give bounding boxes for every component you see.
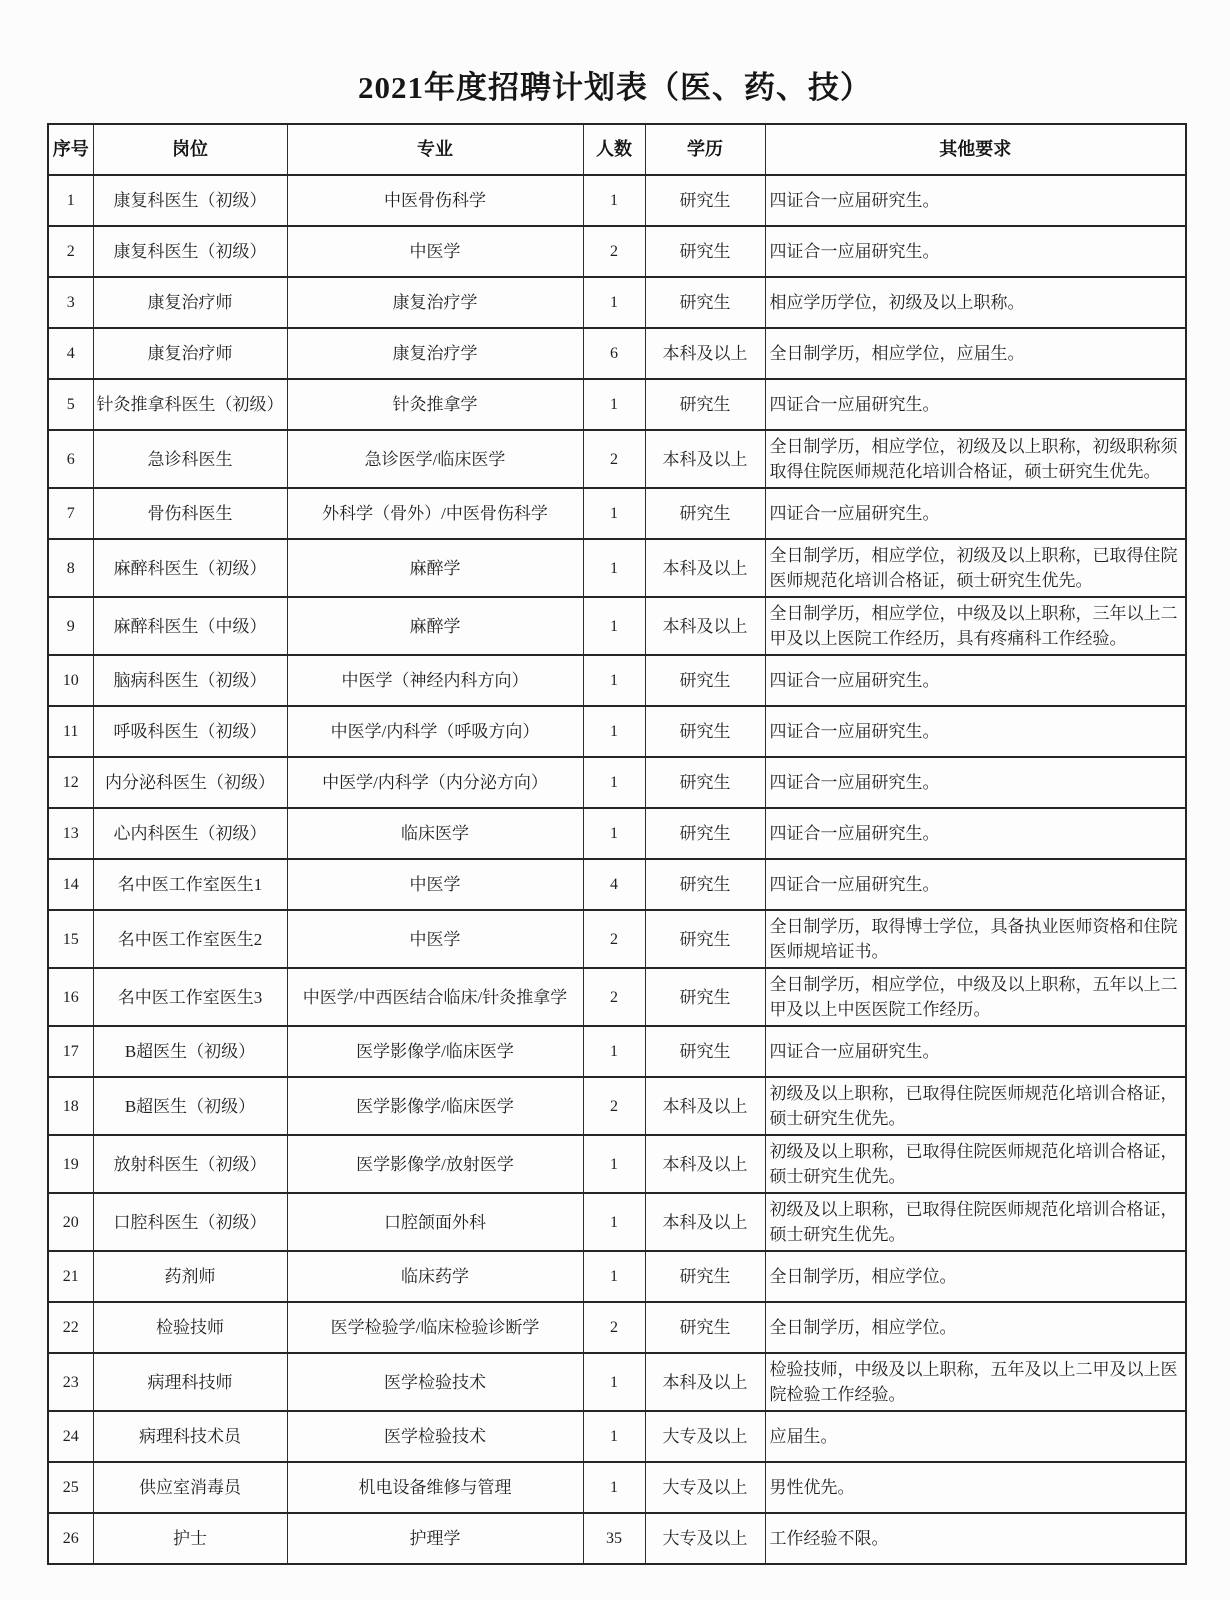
cell-education: 本科及以上: [645, 1135, 765, 1193]
cell-major: 临床药学: [287, 1251, 583, 1302]
cell-major: 中医学/中西医结合临床/针灸推拿学: [287, 968, 583, 1026]
cell-requirements: 四证合一应届研究生。: [765, 808, 1186, 859]
cell-major: 麻醉学: [287, 539, 583, 597]
cell-no: 12: [48, 757, 93, 808]
table-row: [48, 1513, 1186, 1564]
cell-requirements: 全日制学历，相应学位。: [765, 1302, 1186, 1353]
cell-count: 1: [583, 277, 645, 328]
cell-count: 2: [583, 430, 645, 488]
cell-no: 14: [48, 859, 93, 910]
cell-major: 口腔颌面外科: [287, 1193, 583, 1251]
cell-requirements: 全日制学历，相应学位。: [765, 1251, 1186, 1302]
cell-no: 25: [48, 1462, 93, 1513]
cell-education: 研究生: [645, 808, 765, 859]
cell-major: 医学影像学/临床医学: [287, 1026, 583, 1077]
cell-position: 心内科医生（初级）: [93, 808, 287, 859]
cell-no: 21: [48, 1251, 93, 1302]
cell-no: 3: [48, 277, 93, 328]
table-row: [48, 539, 1186, 597]
cell-education: 研究生: [645, 1302, 765, 1353]
cell-count: 6: [583, 328, 645, 379]
table-row: [48, 430, 1186, 488]
table-row: [48, 379, 1186, 430]
cell-education: 本科及以上: [645, 1077, 765, 1135]
cell-no: 19: [48, 1135, 93, 1193]
cell-major: 麻醉学: [287, 597, 583, 655]
cell-no: 18: [48, 1077, 93, 1135]
cell-no: 9: [48, 597, 93, 655]
cell-education: 研究生: [645, 706, 765, 757]
cell-count: 2: [583, 1077, 645, 1135]
cell-no: 8: [48, 539, 93, 597]
cell-position: 药剂师: [93, 1251, 287, 1302]
column-header-education: 学历: [645, 124, 765, 175]
table-row: [48, 328, 1186, 379]
recruitment-plan-table: [47, 123, 1187, 1565]
table-row: [48, 1411, 1186, 1462]
cell-requirements: 检验技师，中级及以上职称，五年及以上二甲及以上医院检验工作经验。: [765, 1353, 1186, 1411]
cell-major: 护理学: [287, 1513, 583, 1564]
table-row: [48, 488, 1186, 539]
cell-major: 中医学/内科学（内分泌方向）: [287, 757, 583, 808]
cell-education: 研究生: [645, 859, 765, 910]
table-row: [48, 859, 1186, 910]
cell-position: 呼吸科医生（初级）: [93, 706, 287, 757]
cell-count: 1: [583, 1251, 645, 1302]
cell-no: 13: [48, 808, 93, 859]
cell-education: 大专及以上: [645, 1513, 765, 1564]
cell-position: 麻醉科医生（初级）: [93, 539, 287, 597]
cell-major: 中医学（神经内科方向）: [287, 655, 583, 706]
cell-education: 本科及以上: [645, 1353, 765, 1411]
cell-major: 针灸推拿学: [287, 379, 583, 430]
cell-position: B超医生（初级）: [93, 1077, 287, 1135]
cell-no: 5: [48, 379, 93, 430]
table-row: [48, 1026, 1186, 1077]
cell-count: 1: [583, 655, 645, 706]
cell-count: 2: [583, 226, 645, 277]
cell-no: 11: [48, 706, 93, 757]
cell-position: 病理科技师: [93, 1353, 287, 1411]
cell-no: 10: [48, 655, 93, 706]
cell-requirements: 全日制学历，相应学位，初级及以上职称，已取得住院医师规范化培训合格证，硕士研究生优先。: [765, 539, 1186, 597]
cell-position: 急诊科医生: [93, 430, 287, 488]
header-row: [48, 124, 1186, 175]
cell-position: 内分泌科医生（初级）: [93, 757, 287, 808]
cell-major: 医学检验学/临床检验诊断学: [287, 1302, 583, 1353]
cell-count: 1: [583, 488, 645, 539]
cell-no: 6: [48, 430, 93, 488]
cell-education: 研究生: [645, 1251, 765, 1302]
cell-requirements: 相应学历学位，初级及以上职称。: [765, 277, 1186, 328]
cell-education: 研究生: [645, 910, 765, 968]
cell-education: 研究生: [645, 968, 765, 1026]
cell-position: 供应室消毒员: [93, 1462, 287, 1513]
cell-no: 22: [48, 1302, 93, 1353]
table-row: [48, 1135, 1186, 1193]
cell-no: 4: [48, 328, 93, 379]
cell-position: 名中医工作室医生3: [93, 968, 287, 1026]
cell-count: 1: [583, 757, 645, 808]
cell-position: 脑病科医生（初级）: [93, 655, 287, 706]
cell-requirements: 四证合一应届研究生。: [765, 1026, 1186, 1077]
column-header-no: 序号: [48, 124, 93, 175]
table-row: [48, 808, 1186, 859]
cell-requirements: 四证合一应届研究生。: [765, 379, 1186, 430]
cell-count: 1: [583, 175, 645, 226]
cell-position: 检验技师: [93, 1302, 287, 1353]
cell-requirements: 全日制学历，相应学位，初级及以上职称，初级职称须取得住院医师规范化培训合格证，硕士研究生优先。: [765, 430, 1186, 488]
cell-position: 康复治疗师: [93, 328, 287, 379]
table-row: [48, 757, 1186, 808]
cell-requirements: 四证合一应届研究生。: [765, 488, 1186, 539]
cell-education: 本科及以上: [645, 430, 765, 488]
cell-major: 康复治疗学: [287, 277, 583, 328]
cell-position: 康复治疗师: [93, 277, 287, 328]
cell-requirements: 工作经验不限。: [765, 1513, 1186, 1564]
cell-count: 35: [583, 1513, 645, 1564]
cell-count: 1: [583, 1353, 645, 1411]
cell-requirements: 四证合一应届研究生。: [765, 175, 1186, 226]
column-header-count: 人数: [583, 124, 645, 175]
cell-education: 研究生: [645, 277, 765, 328]
cell-education: 研究生: [645, 655, 765, 706]
cell-position: B超医生（初级）: [93, 1026, 287, 1077]
cell-no: 15: [48, 910, 93, 968]
cell-position: 骨伤科医生: [93, 488, 287, 539]
table-row: [48, 1302, 1186, 1353]
cell-requirements: 全日制学历，相应学位，中级及以上职称，五年以上二甲及以上中医医院工作经历。: [765, 968, 1186, 1026]
cell-requirements: 四证合一应届研究生。: [765, 655, 1186, 706]
cell-count: 1: [583, 539, 645, 597]
cell-major: 中医学: [287, 226, 583, 277]
cell-requirements: 初级及以上职称，已取得住院医师规范化培训合格证，硕士研究生优先。: [765, 1193, 1186, 1251]
cell-education: 研究生: [645, 175, 765, 226]
table-row: [48, 1353, 1186, 1411]
cell-count: 2: [583, 968, 645, 1026]
cell-requirements: 初级及以上职称，已取得住院医师规范化培训合格证，硕士研究生优先。: [765, 1077, 1186, 1135]
cell-education: 大专及以上: [645, 1462, 765, 1513]
cell-education: 大专及以上: [645, 1411, 765, 1462]
cell-position: 康复科医生（初级）: [93, 175, 287, 226]
cell-requirements: 男性优先。: [765, 1462, 1186, 1513]
table-row: [48, 655, 1186, 706]
cell-no: 26: [48, 1513, 93, 1564]
cell-count: 2: [583, 1302, 645, 1353]
table-row: [48, 175, 1186, 226]
table-row: [48, 910, 1186, 968]
table-row: [48, 968, 1186, 1026]
cell-major: 中医学: [287, 859, 583, 910]
cell-no: 20: [48, 1193, 93, 1251]
cell-count: 1: [583, 1135, 645, 1193]
cell-major: 医学检验技术: [287, 1353, 583, 1411]
cell-requirements: 四证合一应届研究生。: [765, 706, 1186, 757]
cell-no: 7: [48, 488, 93, 539]
cell-major: 中医学: [287, 910, 583, 968]
cell-requirements: 全日制学历，相应学位，应届生。: [765, 328, 1186, 379]
cell-education: 研究生: [645, 757, 765, 808]
cell-no: 1: [48, 175, 93, 226]
cell-position: 名中医工作室医生1: [93, 859, 287, 910]
cell-major: 医学影像学/临床医学: [287, 1077, 583, 1135]
table-row: [48, 1077, 1186, 1135]
cell-count: 4: [583, 859, 645, 910]
page-title: 2021年度招聘计划表（医、药、技）: [358, 70, 872, 105]
column-header-position: 岗位: [93, 124, 287, 175]
cell-requirements: 四证合一应届研究生。: [765, 757, 1186, 808]
cell-major: 中医骨伤科学: [287, 175, 583, 226]
table-row: [48, 1251, 1186, 1302]
cell-education: 本科及以上: [645, 1193, 765, 1251]
table-row: [48, 1193, 1186, 1251]
cell-position: 针灸推拿科医生（初级）: [93, 379, 287, 430]
cell-education: 本科及以上: [645, 597, 765, 655]
cell-count: 1: [583, 1411, 645, 1462]
cell-education: 研究生: [645, 1026, 765, 1077]
cell-education: 研究生: [645, 488, 765, 539]
cell-major: 中医学/内科学（呼吸方向）: [287, 706, 583, 757]
table-row: [48, 226, 1186, 277]
cell-no: 2: [48, 226, 93, 277]
cell-major: 外科学（骨外）/中医骨伤科学: [287, 488, 583, 539]
cell-count: 1: [583, 379, 645, 430]
cell-no: 24: [48, 1411, 93, 1462]
column-header-major: 专业: [287, 124, 583, 175]
cell-position: 名中医工作室医生2: [93, 910, 287, 968]
cell-position: 护士: [93, 1513, 287, 1564]
cell-position: 口腔科医生（初级）: [93, 1193, 287, 1251]
cell-count: 2: [583, 910, 645, 968]
cell-major: 康复治疗学: [287, 328, 583, 379]
cell-count: 1: [583, 597, 645, 655]
cell-position: 麻醉科医生（中级）: [93, 597, 287, 655]
table-row: [48, 1462, 1186, 1513]
cell-requirements: 全日制学历，取得博士学位，具备执业医师资格和住院医师规培证书。: [765, 910, 1186, 968]
cell-position: 康复科医生（初级）: [93, 226, 287, 277]
table-row: [48, 277, 1186, 328]
cell-education: 本科及以上: [645, 539, 765, 597]
table-row: [48, 706, 1186, 757]
cell-no: 17: [48, 1026, 93, 1077]
cell-major: 临床医学: [287, 808, 583, 859]
cell-major: 医学影像学/放射医学: [287, 1135, 583, 1193]
cell-count: 1: [583, 1193, 645, 1251]
table-row: [48, 597, 1186, 655]
cell-education: 研究生: [645, 379, 765, 430]
cell-position: 病理科技术员: [93, 1411, 287, 1462]
cell-requirements: 全日制学历，相应学位，中级及以上职称，三年以上二甲及以上医院工作经历，具有疼痛科工作经验。: [765, 597, 1186, 655]
cell-requirements: 应届生。: [765, 1411, 1186, 1462]
cell-requirements: 四证合一应届研究生。: [765, 226, 1186, 277]
column-header-requirements: 其他要求: [765, 124, 1186, 175]
cell-no: 23: [48, 1353, 93, 1411]
cell-major: 机电设备维修与管理: [287, 1462, 583, 1513]
cell-requirements: 四证合一应届研究生。: [765, 859, 1186, 910]
cell-major: 急诊医学/临床医学: [287, 430, 583, 488]
cell-count: 1: [583, 1462, 645, 1513]
cell-no: 16: [48, 968, 93, 1026]
cell-major: 医学检验技术: [287, 1411, 583, 1462]
cell-count: 1: [583, 808, 645, 859]
cell-count: 1: [583, 1026, 645, 1077]
cell-count: 1: [583, 706, 645, 757]
cell-position: 放射科医生（初级）: [93, 1135, 287, 1193]
cell-education: 本科及以上: [645, 328, 765, 379]
cell-education: 研究生: [645, 226, 765, 277]
table-body: [48, 175, 1186, 1564]
cell-requirements: 初级及以上职称，已取得住院医师规范化培训合格证，硕士研究生优先。: [765, 1135, 1186, 1193]
